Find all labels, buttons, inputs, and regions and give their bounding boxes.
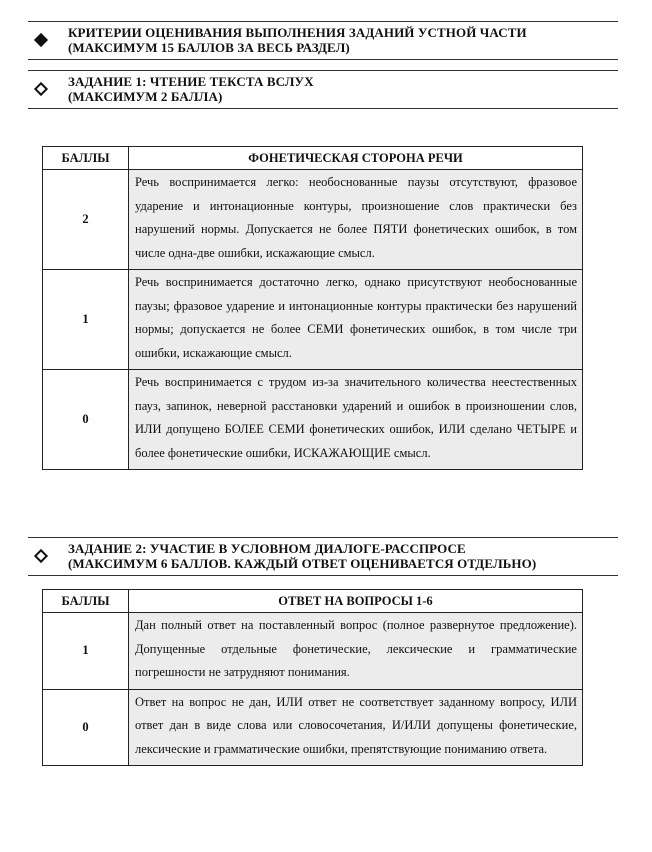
task1-title-line2: (МАКСИМУМ 2 БАЛЛА) bbox=[68, 89, 223, 104]
diamond-outline-icon bbox=[34, 549, 48, 563]
task2-title-line1: ЗАДАНИЕ 2: УЧАСТИЕ В УСЛОВНОМ ДИАЛОГЕ-РАССПРОСЕ bbox=[68, 541, 466, 556]
col-header-score: БАЛЛЫ bbox=[43, 147, 129, 170]
score-cell: 1 bbox=[43, 270, 129, 370]
criteria-text: Речь воспринимается легко: необоснованные паузы отсутствуют, фразовое ударение и интонационные контуры, произношение слов практически без нарушений нормы. Допускается не более ПЯТИ фонетических ошибок, в том числе одна-две ошибки, искажающие смысл. bbox=[129, 170, 583, 270]
score-cell: 0 bbox=[43, 370, 129, 470]
criteria-text: Ответ на вопрос не дан, ИЛИ ответ не соответствует заданному вопросу, ИЛИ ответ дан в виде слова или словосочетания, И/ИЛИ допущены фонетические, лексические и грамматические ошибки, препятствующие пониманию ответа. bbox=[129, 689, 583, 766]
table-row bbox=[43, 613, 583, 690]
table-row bbox=[43, 170, 583, 270]
section-header-main bbox=[28, 21, 618, 60]
task1-criteria-table bbox=[42, 146, 583, 470]
score-cell: 0 bbox=[43, 689, 129, 766]
task1-header bbox=[28, 70, 618, 109]
table-row bbox=[43, 689, 583, 766]
task2-criteria-table bbox=[42, 589, 583, 766]
table-row bbox=[43, 370, 583, 470]
criteria-text: Дан полный ответ на поставленный вопрос (полное развернутое предложение). Допущенные отдельные фонетические, лексические и грамматические погрешности не затрудняют понимания. bbox=[129, 613, 583, 690]
diamond-outline-icon bbox=[34, 82, 48, 96]
criteria-text: Речь воспринимается достаточно легко, однако присутствуют необоснованные паузы; фразовое ударение и интонационные контуры практически без нарушений нормы; допускается не более СЕМИ фонетических ошибок, в том числе три ошибки, искажающие смысл. bbox=[129, 270, 583, 370]
criteria-text: Речь воспринимается с трудом из-за значительного количества неестественных пауз, запинок, неверной расстановки ударений и ошибок в произношении слов, ИЛИ допущено БОЛЕЕ СЕМИ фонетических ошибок, ИЛИ сделано ЧЕТЫРЕ и более фонетические ошибки, ИСКАЖАЮЩИЕ смысл. bbox=[129, 370, 583, 470]
section-title-line2: (МАКСИМУМ 15 БАЛЛОВ ЗА ВЕСЬ РАЗДЕЛ) bbox=[68, 40, 350, 55]
col-header-score: БАЛЛЫ bbox=[43, 590, 129, 613]
task2-title bbox=[68, 541, 536, 571]
table-header-row bbox=[43, 590, 583, 613]
score-cell: 2 bbox=[43, 170, 129, 270]
section-title bbox=[68, 25, 527, 55]
task2-title-line2: (МАКСИМУМ 6 БАЛЛОВ. КАЖДЫЙ ОТВЕТ ОЦЕНИВАЕТСЯ ОТДЕЛЬНО) bbox=[68, 556, 537, 571]
section-title-line1: КРИТЕРИИ ОЦЕНИВАНИЯ ВЫПОЛНЕНИЯ ЗАДАНИЙ УСТНОЙ ЧАСТИ bbox=[68, 25, 527, 40]
task2-header bbox=[28, 537, 618, 576]
col-header-description: ОТВЕТ НА ВОПРОСЫ 1-6 bbox=[129, 590, 583, 613]
col-header-description: ФОНЕТИЧЕСКАЯ СТОРОНА РЕЧИ bbox=[129, 147, 583, 170]
table-row bbox=[43, 270, 583, 370]
diamond-filled-icon bbox=[34, 33, 48, 47]
task1-title bbox=[68, 74, 314, 104]
table-header-row bbox=[43, 147, 583, 170]
task1-title-line1: ЗАДАНИЕ 1: ЧТЕНИЕ ТЕКСТА ВСЛУХ bbox=[68, 74, 314, 89]
score-cell: 1 bbox=[43, 613, 129, 690]
